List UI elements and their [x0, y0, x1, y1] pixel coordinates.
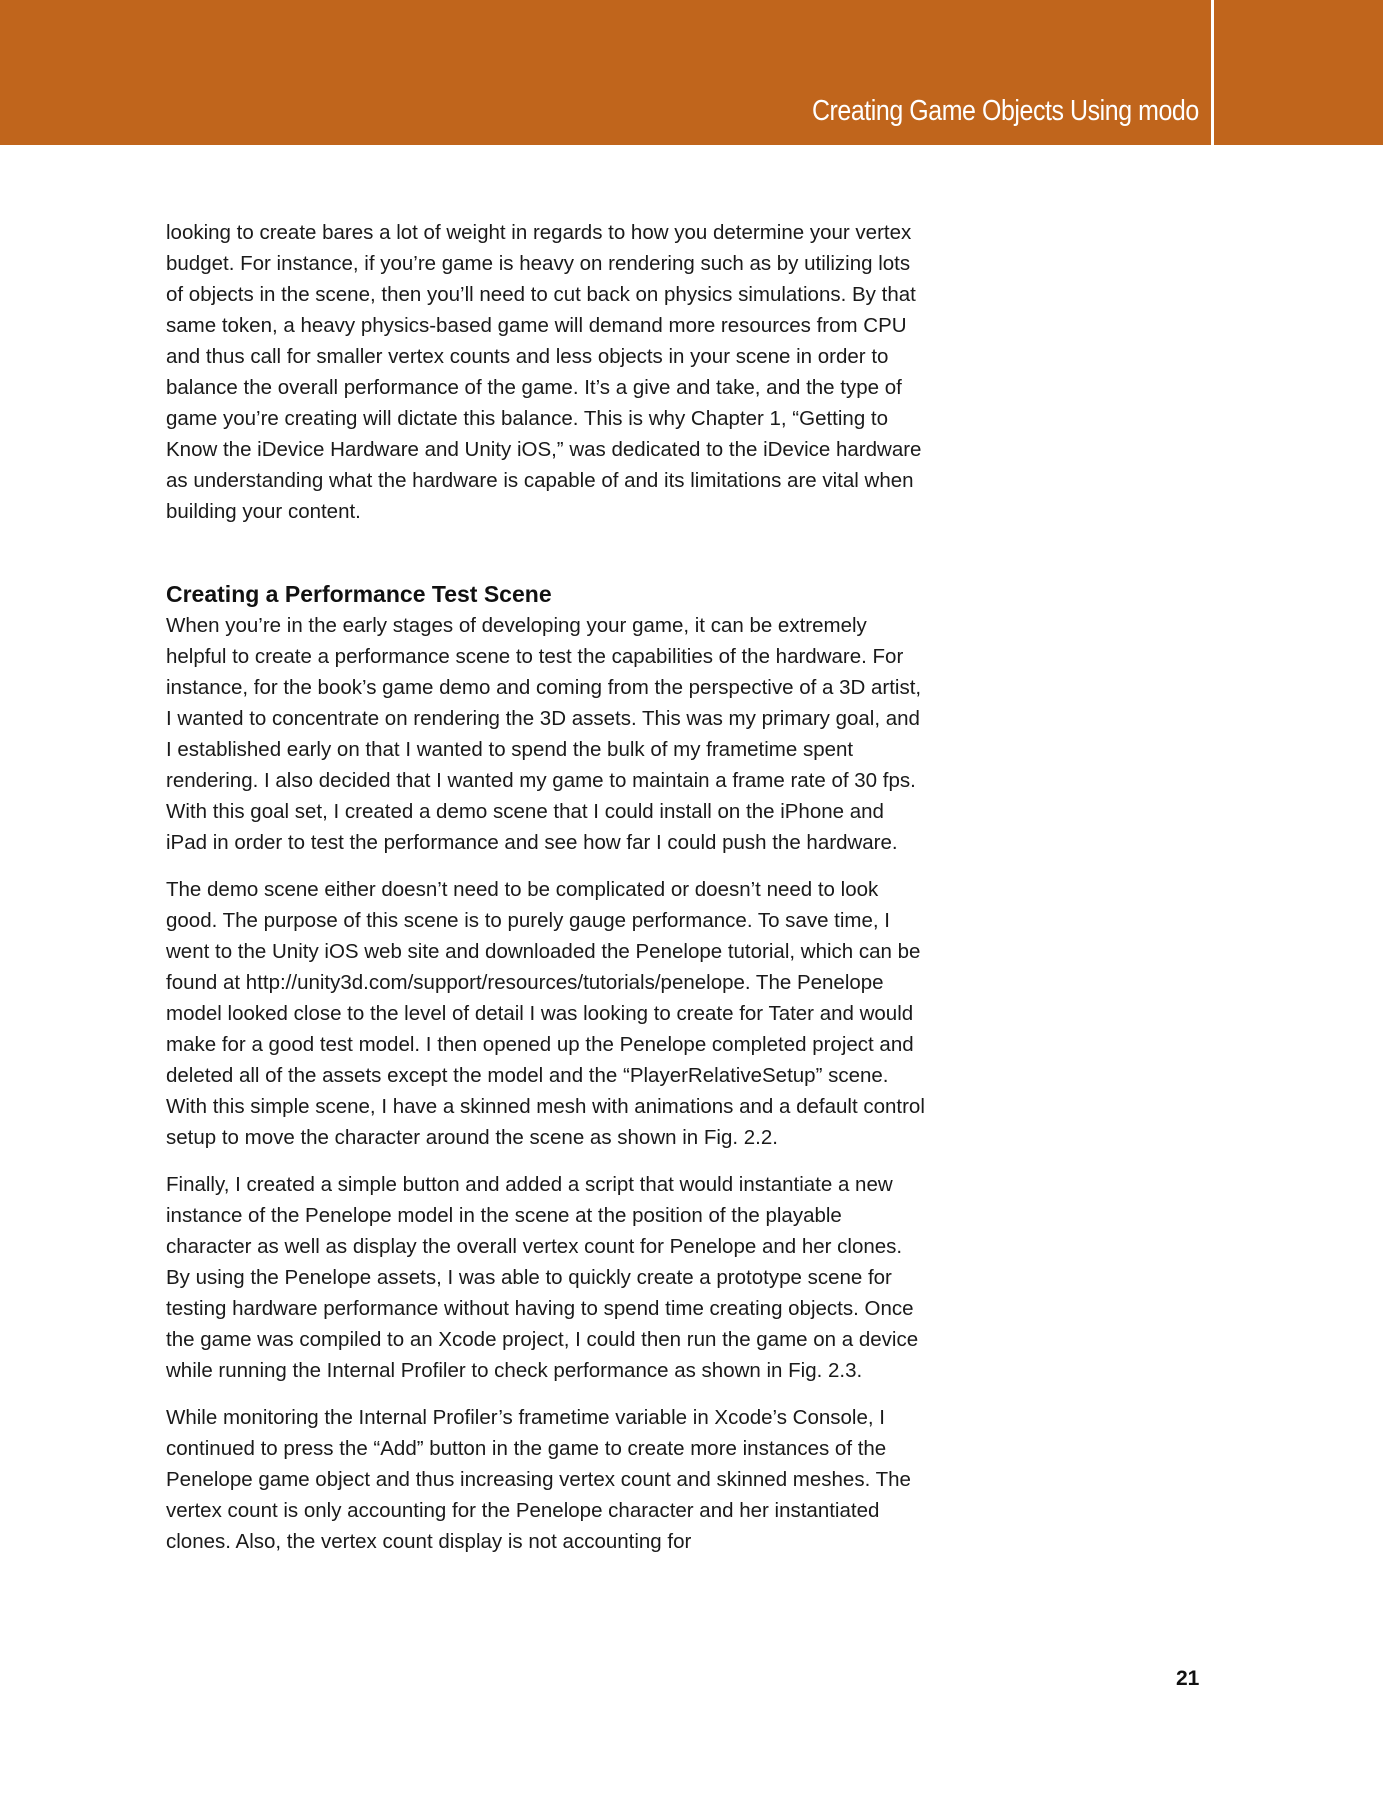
page-body — [166, 217, 926, 1573]
intro-paragraph: looking to create bares a lot of weight in regards to how you determine your vertex budget. For instance, if you’re game is heavy on rendering such as by utilizing lots of objects in the scene, then you’ll need to cut back on physics simulations. By that same token, a heavy physics-based game will demand more resources from CPU and thus call for smaller vertex counts and less objects in your scene in order to balance the overall performance of the game. It’s a give and take, and the type of game you’re creating will dictate this balance. This is why Chapter 1, “Getting to Know the iDevice Hardware and Unity iOS,” was dedicated to the iDevice hardware as understanding what the hardware is capable of and its limitations are vital when building your content. — [166, 221, 922, 523]
page-number: 21 — [1176, 1667, 1200, 1690]
running-head: Creating Game Objects Using modo — [812, 95, 1199, 127]
section-heading: Creating a Performance Test Scene — [166, 581, 552, 607]
body-paragraph: Finally, I created a simple button and added a script that would instantiate a new instance of the Penelope model in the scene at the position of the playable character as well as display the overall vertex count for Penelope and her clones. By using the Penelope assets, I was able to quickly create a prototype scene for testing hardware performance without having to spend time creating objects. Once the game was compiled to an Xcode project, I could then run the game on a device while running the Internal Profiler to check performance as shown in Fig. 2.3. — [166, 1173, 919, 1382]
body-paragraph: The demo scene either doesn’t need to be complicated or doesn’t need to look good. The purpose of this scene is to purely gauge performance. To save time, I went to the Unity iOS web site and downloaded the Penelope tutorial, which can be found at http://unity3d.com/support/resources/tutorials/penelope. The Penelope model looked close to the level of detail I was looking to create for Tater and would make for a good test model. I then opened up the Penelope completed project and deleted all of the assets except the model and the “PlayerRelativeSetup” scene. With this simple scene, I have a skinned mesh with animations and a default control setup to move the character around the scene as shown in Fig. 2.2. — [166, 878, 925, 1149]
header-divider — [1211, 0, 1214, 145]
body-paragraph: When you’re in the early stages of developing your game, it can be extremely helpful to create a performance scene to test the capabilities of the hardware. For instance, for the book’s game demo and coming from the perspective of a 3D artist, I wanted to concentrate on rendering the 3D assets. This was my primary goal, and I established early on that I wanted to spend the bulk of my frametime spent rendering. I also decided that I wanted my game to maintain a frame rate of 30 fps. With this goal set, I created a demo scene that I could install on the iPhone and iPad in order to test the performance and see how far I could push the hardware. — [166, 614, 922, 854]
body-paragraph: While monitoring the Internal Profiler’s frametime variable in Xcode’s Console, I continued to press the “Add” button in the game to create more instances of the Penelope game object and thus increasing vertex count and skinned meshes. The vertex count is only accounting for the Penelope character and her instantiated clones. Also, the vertex count display is not accounting for — [166, 1406, 911, 1553]
